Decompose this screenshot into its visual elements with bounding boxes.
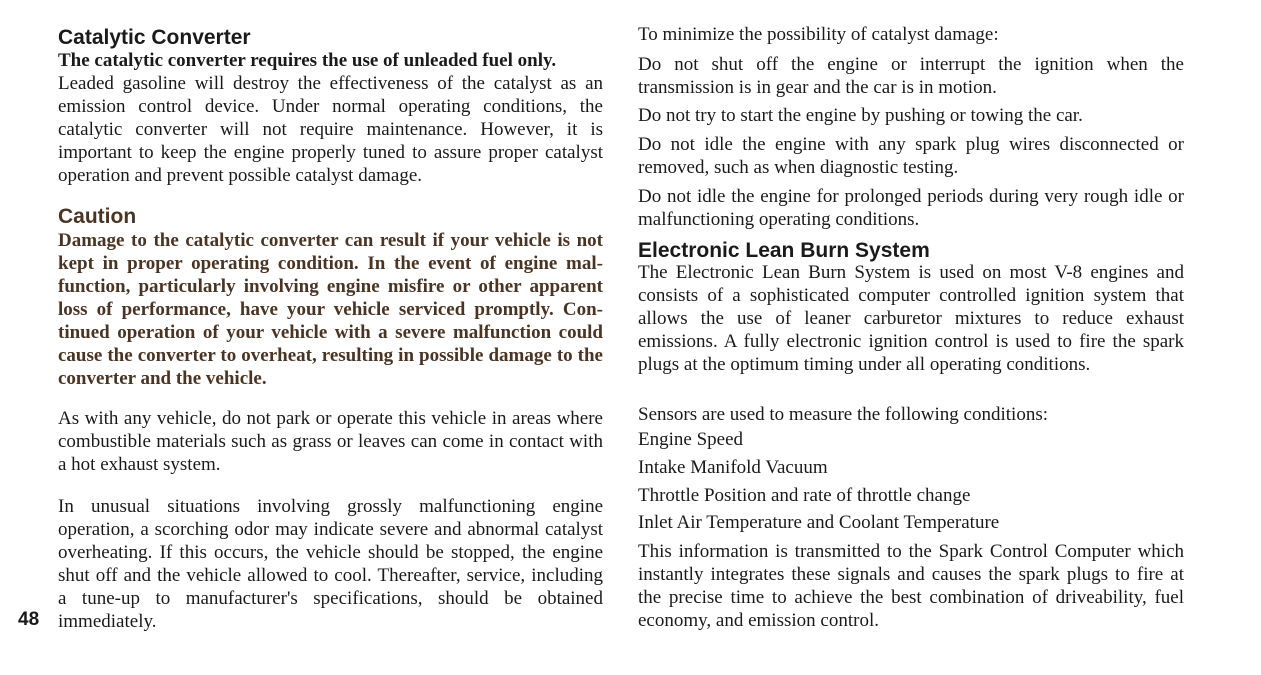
- sensors-intro: Sensors are used to measure the following conditions:: [638, 404, 1049, 425]
- page-number: 48: [18, 609, 40, 630]
- spark-control-paragraph: This information is transmitted to the Spark Control Computer which instantly integrates these signals and causes the spark plugs to fire at the precise time to achieve the best combination of driveability, fuel economy, and emission control.: [638, 541, 1184, 631]
- sensor-condition-item: Inlet Air Temperature and Coolant Temperature: [638, 512, 1000, 533]
- caution-paragraph: Damage to the catalytic converter can result if your vehicle is not kept in proper operating condition. In the event of engine malfunction, particularly involving engine misfire or other apparent loss of performance, have your vehicle serviced promptly. Continued operation of your vehicle with a severe malfunction could cause the converter to overheat, resulting in possible damage to the converter and the vehicle.: [58, 230, 603, 389]
- catalytic-body-paragraph: Leaded gasoline will destroy the effectiveness of the catalyst as an emission control device. Under normal operating conditions, the catalytic converter will not require maintenance. However, it is important to keep the engine properly tuned to assure proper catalyst operation and prevent possible catalyst damage.: [58, 73, 603, 186]
- lean-burn-heading: Electronic Lean Burn System: [638, 239, 930, 262]
- tip-item: Do not try to start the engine by pushing or towing the car.: [638, 105, 1083, 126]
- sensor-condition-item: Engine Speed: [638, 429, 744, 450]
- tip-item: Do not idle the engine for prolonged periods during very rough idle or malfunctioning operating conditions.: [638, 186, 1184, 230]
- lean-burn-paragraph: The Electronic Lean Burn System is used on most V-8 engines and consists of a sophisticated computer controlled ignition system that allows the use of leaner carburetor mixtures to reduce exhaust emissions. A fully electronic ignition control is used to fire the spark plugs at the optimum timing under all operating conditions.: [638, 262, 1184, 375]
- park-warning-paragraph: As with any vehicle, do not park or operate this vehicle in areas where combustible materials such as grass or leaves can come in contact with a hot exhaust system.: [58, 408, 603, 475]
- scorching-odor-paragraph: In unusual situations involving grossly malfunctioning engine operation, a scorching odor may indicate severe and abnormal catalyst overheating. If this occurs, the vehicle should be stopped, the engine shut off and the vehicle allowed to cool. Thereafter, service, including a tune-up to manufacturer's specifications, should be obtained immediately.: [58, 496, 603, 632]
- catalytic-lead-sentence: The catalytic converter requires the use of unleaded fuel only.: [58, 50, 557, 71]
- tip-item: Do not shut off the engine or interrupt the ignition when the transmission is in gear and the car is in motion.: [638, 54, 1184, 98]
- sensor-condition-item: Intake Manifold Vacuum: [638, 457, 828, 478]
- tip-item: Do not idle the engine with any spark plug wires disconnected or removed, such as when diagnostic testing.: [638, 134, 1184, 178]
- minimize-damage-intro: To minimize the possibility of catalyst damage:: [638, 24, 999, 45]
- sensor-condition-item: Throttle Position and rate of throttle change: [638, 485, 971, 506]
- caution-heading: Caution: [58, 205, 137, 228]
- catalytic-converter-heading: Catalytic Converter: [58, 26, 251, 49]
